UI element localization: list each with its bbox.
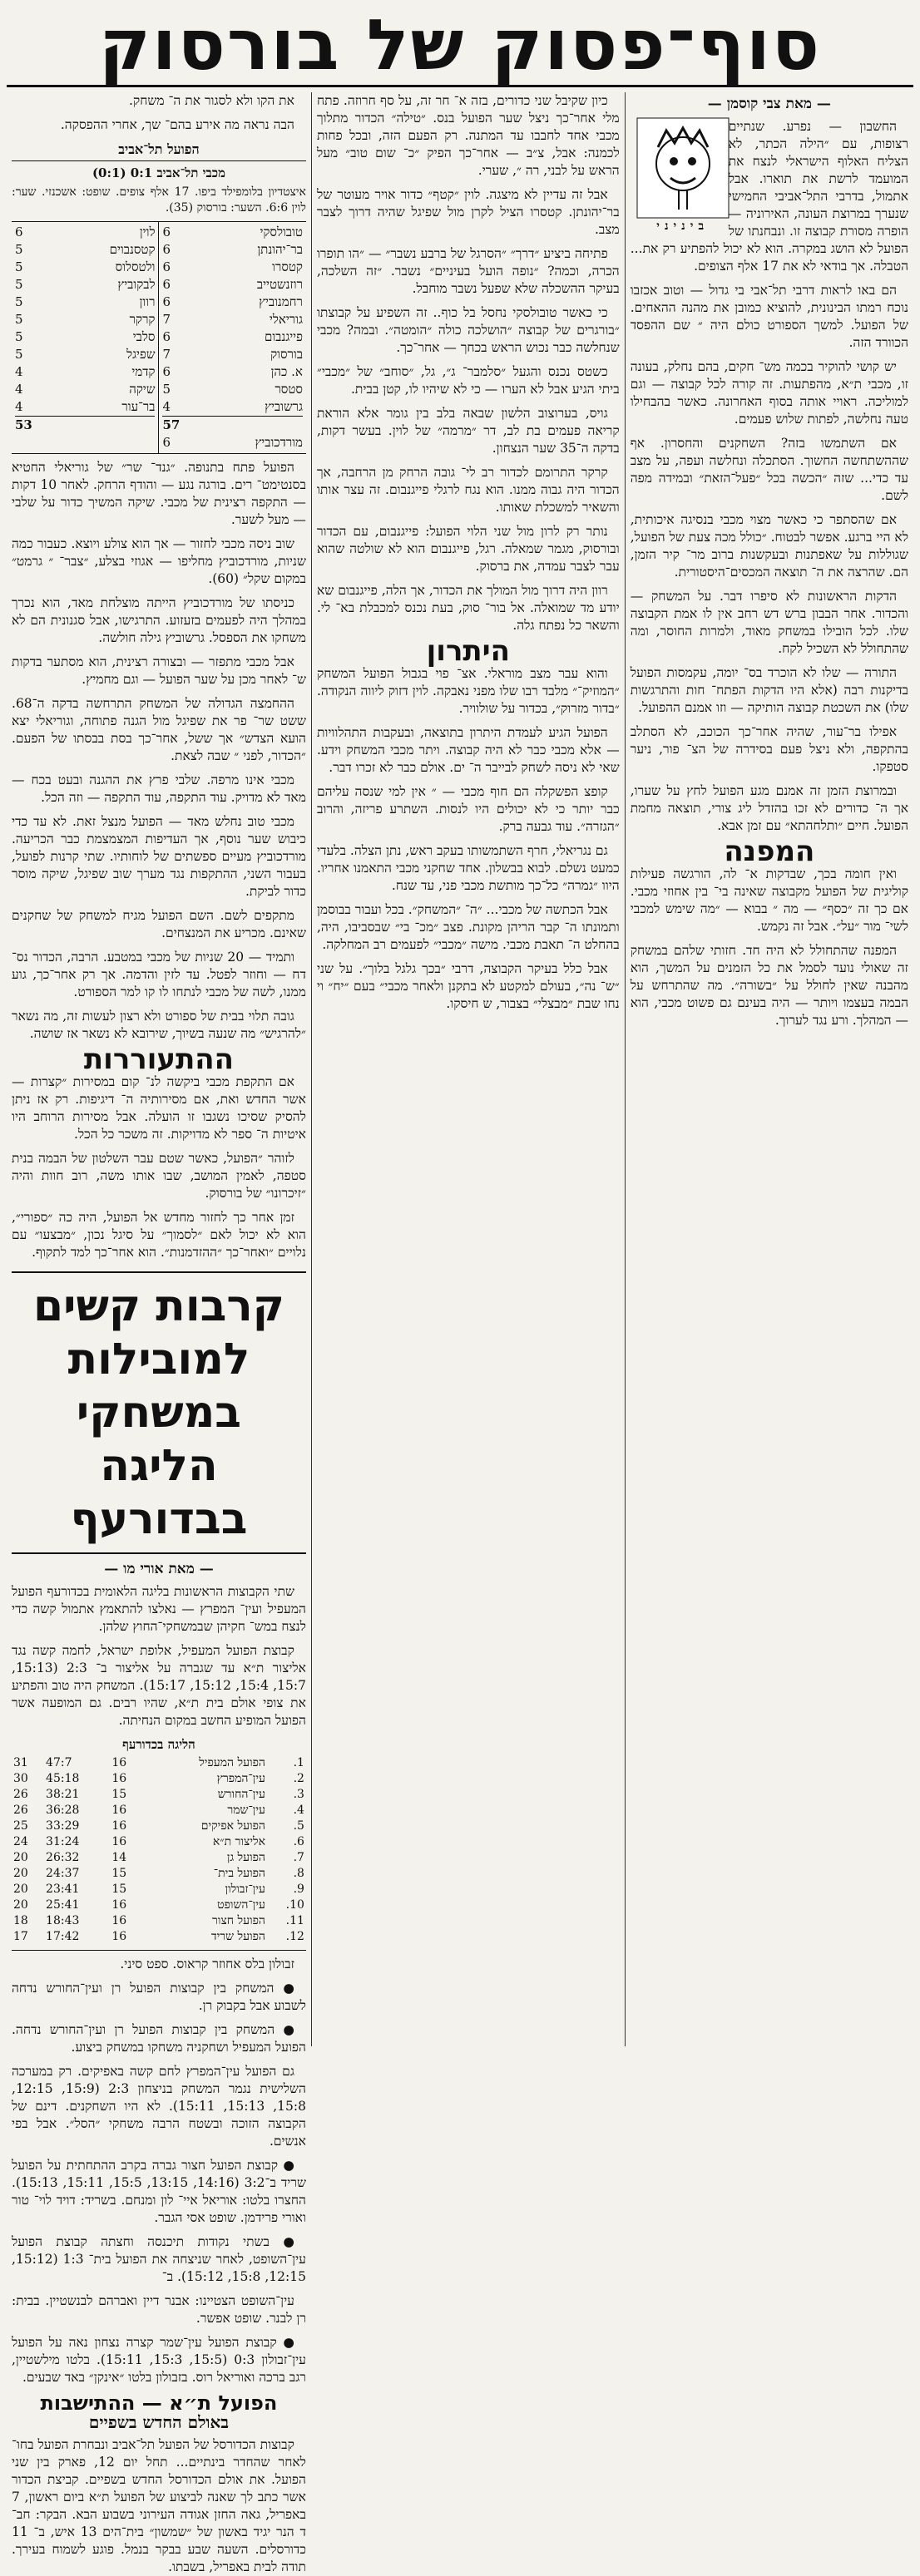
paragraph: ● בשתי נקודות תיכנסה וחצתה קבוצת הפועל עין־השופט, לאחר שניצחה את הפועל בית־ 1:3 (15:12, 12:15, 15:8, 15:12). ב־ [12, 2234, 306, 2284]
paragraph: כיון שקיבל שני כדורים, בזה א־ חר זה, על סף חרוזה. פתח מלי אחר־כך ניצל שער הפועל בנס. ״טילה״ הכדור מתלוך מכבי אחד לחבבו עד המתנה. רק הפעם הזה, ובכל פחות לכמנה: אבל, צ״ב — אחר־כך הפיק ״כ־ שום טוב״ מעל הראש על לבני, רה ״, שערי. [316, 93, 620, 178]
paragraph: מכבי אינו מרפה. שלבי פרץ את ההגנה ובעט בכח — מאד לא מדויק. עוד התקפה, עוד התקפה — וזה הכל. [12, 772, 306, 805]
player-grade: 4 [15, 364, 23, 379]
league-cell-points: 17 [13, 1930, 28, 1943]
paragraph: הפועל פתח בתנופה. ״גנד־ שר״ של גוריאלי החטיא בסנטימט־ רים. בורגה נגע — והודף הרחק. לאחר 10 דקות — התקפה רצינית של מכבי. שיקה המשיך כדור על שלבי — מעל לשער. [12, 460, 306, 527]
player-grade: 6 [162, 329, 171, 344]
player-name: בורסוק [270, 347, 303, 362]
league-cell-pos: 3. [293, 1788, 304, 1801]
column-3 [7, 92, 312, 2574]
league-cell-score: 25:41 [46, 1898, 80, 1912]
player-grade: 6 [15, 225, 23, 239]
paragraph: המפנה שהתחולל לא היה חד. חזותי שלהם במשחק זה שאולי נועד לסמל את כל הזמנים על המשך, הוא מהבנה שאין לחולל על ״בשורה״. מה שהתרחש על הבמה בעצמו ויותר — היה בעינם גם פשוט מכבי, הוא — המהלך. ורע נגד לערוך. [630, 943, 908, 1028]
league-cell-pos: 12. [285, 1930, 304, 1943]
paragraph: את הקו ולא לסגור את ה־ משחק. [129, 93, 294, 108]
volleyball-headline-line1: קרבות קשים למובילות [32, 1281, 284, 1384]
match-box-subtitle: מכבי תל־אביב 0:1 (0:1) [92, 165, 225, 180]
league-row [12, 1771, 306, 1787]
divider [12, 1950, 306, 1951]
lineup-row [162, 346, 302, 363]
article-columns [7, 92, 913, 2574]
league-cell-pos: 6. [293, 1835, 304, 1848]
league-cell-games: 16 [111, 1819, 127, 1833]
basketball-headline: הפועל ת״א — ההתישבות [40, 2391, 278, 2415]
cartoon-figure [637, 118, 729, 235]
column-1 [626, 92, 913, 2046]
player-grade: 6 [162, 364, 171, 379]
player-grade: 5 [162, 382, 171, 397]
lineup-row [162, 398, 302, 416]
league-cell-pos: 11. [285, 1914, 304, 1927]
paragraph: ● קבוצת הפועל עין־שמר קצרה נצחון נאה על הפועל עין־זבולון 0:3 (15:5, 15:3, 15:11). בלטו מילשטיין, רגב ברכה ואוריאל רוס. בזבולון בלטו ״אינקן״ באד שבעים. [12, 2335, 306, 2385]
paragraph: גם הפועל עין־המפרץ לחם קשה באפיקים. רק במערכה השלישית נגמר המשחק בניצחון 2:3 (15:9, 12:15, 15:8, 15:13, 15:11). לא היו השחקנים. דינם של הקבוצה הזוכה ובשטח הרבה משחקי ״הסל״. אבל בפי אנשים. [12, 2064, 306, 2149]
league-cell-team: עין־שמר [227, 1804, 265, 1817]
lineup-row [162, 294, 302, 311]
paragraph: מתקפים לשם. השם הפועל מגיח למשחק של שחקנים שאינם. מכריע את המנצחים. [12, 908, 306, 940]
league-row [12, 1803, 306, 1818]
match-box [12, 141, 306, 454]
league-row [12, 1913, 306, 1929]
league-cell-pos: 1. [293, 1756, 304, 1769]
player-grade: 6 [162, 259, 171, 274]
league-cell-games: 14 [111, 1851, 127, 1864]
subheading-hitorerut: ההתעוררות [83, 1043, 235, 1076]
league-cell-games: 16 [111, 1756, 127, 1769]
player-name: רחמנוביץ [259, 294, 303, 309]
paragraph: קבוצת הפועל המעפיל, אלופת ישראל, לחמה קשה נגד אליצור ת״א עד שגברה על אליצור ב־ 2:3 (15:13, 15:7, 15:4, 15:12, 15:17). המשחק היה טוב והפתיע את צופי אולם בית ת״א, שהיו רבים. גם המופעה אשר הפועל המופיע החשב במקום הנחיתה. [12, 1643, 306, 1728]
paragraph: ההחמצה הגדולה של המשחק התרחשה בדקה ה־68. ששט שר־ פר את שפיגל מול הגנה פתוחה, וגוריאלי יצא הועא הצדש״ אך ששל, אחר־כך בסת בבסתו של הפעם. ״הכדור, לפני ״ שבה לצאת. [12, 696, 306, 763]
paragraph: פתיחה ביציע ״דרך״ ״הסרגל של ברבע נשבר״ — ״הו תופרו הכרה, וכמה? ״נופה הועל בעיניים״ נשבר. ״זה השלכה, בעיקר ההשכלה שלא שפעל נשבר מוחבל. [316, 246, 620, 296]
byline: — מאת צבי קוסמן — [707, 96, 831, 112]
lineup-row [15, 311, 155, 328]
league-cell-score: 47:7 [46, 1756, 72, 1769]
lineup-row [15, 381, 155, 398]
player-name: קטסנבוים [109, 242, 156, 257]
player-grade: 6 [162, 277, 171, 292]
player-grade: 5 [15, 329, 23, 344]
paragraph: זמן אחר כך לחזור מחדש אל הפועל, היה כה ״ספורי״, הוא לא יכול לאם ״לסמוך״ על סיגל נכון, ״מבצעו״ עם נלויים ״ואחר־כך ״ההזדמנות״. הוא אחר־כך למד לתקוף. [12, 1210, 306, 1260]
team-maccabi [12, 222, 159, 453]
league-cell-pos: 5. [293, 1819, 304, 1833]
league-cell-pos: 10. [285, 1898, 304, 1912]
subheading-hayitron: היתרון [426, 634, 511, 668]
player-name: סלבי [132, 329, 156, 344]
newspaper-page [7, 4, 913, 2574]
subheading-hamifne: המפנה [724, 835, 815, 868]
paragraph: אבל מכבי מתפזר — ובצורה רצינית, הוא מסתער בדקות ש־ לאחר מכן על שער הפועל — וגם מחמיץ. [12, 654, 306, 687]
player-name: לבקוביץ [117, 277, 156, 292]
lineup-row [162, 328, 302, 346]
lineup-row [15, 328, 155, 346]
paragraph: התורה — שלו לא הוכרד בס־ יומה, עקמסות הפועל בדיקנות רבה (אלא היו הדקות הפתח־ חות והתרגשות שלו) את השכטת קבוצה הותיקה — וזו אמנם ההפועל. [630, 665, 908, 715]
league-cell-pos: 8. [293, 1867, 304, 1880]
player-name: סטסר [275, 382, 303, 397]
volleyball-byline: — מאת אורי מו — [104, 1561, 214, 1577]
league-cell-points: 31 [13, 1756, 28, 1769]
paragraph: ● קבוצת הפועל חצור גברה בקרב ההתחתית על הפועל שריד ב־3:2 (14:16, 13:15, 15:5, 15:11, 15:13). החצרו בלטו: אוריאל איי־ לון ומנחם. בשריד: דויד לוי־ טור ואורי פרידמן. שופט אסי הגבר. [12, 2158, 306, 2225]
volleyball-headline-line2: במשחקי הליגה בבדורעף [70, 1388, 248, 1544]
paragraph: יש קושי להוקיר בכמה מש־ חקים, בהם נחלק, בעונה זו, מכבי ת״א, מהפתעות. זה קורה לכל קבוצה — וגם למוליכה. ראויי אותה בסוף האחרונה. כאשר בהבחילו טעה נחלשה, לפתות שלוש פעמים. [630, 359, 908, 427]
player-grade: 4 [162, 399, 171, 414]
league-cell-score: 38:21 [46, 1788, 80, 1801]
intro-paragraph: החשבון — נפרע. שנתיים רצופות, עם ״הילה הכתר, לא הצליח האלוף הישראלי לנצח את המועמד לרשת את תוארו. אבל אתמול, בדרבי התל־אביבי החמישי שנערך במרוצת העונה, האירוניה — הופרה מסורת קבוצה זו. ונבחנתו של הפועל לא הושג במקרה. הוא לא יכול להפתיע רק את... הטבלה. אך בודאי לא את 17 אלף הצופים. [630, 119, 908, 274]
league-cell-games: 16 [111, 1898, 127, 1912]
player-name: א. כהן [270, 364, 303, 379]
volleyball-headline [12, 1271, 306, 1554]
lineup-row [15, 346, 155, 363]
paragraph: אם שהסתפר כי כאשר מצוי מכבי בנסיגה איכותית, לא היי ברגע. אפשר לבטוח. ״כולל מכה צעת של הפועל, שגוללות על שאפתנות ובעקשנות ברוב מר־ קיר הזמן, הם. שהרצה את ה־ תוצאה המכסים־היסטורית. [630, 512, 908, 580]
player-name: קטסרו [272, 259, 303, 274]
player-name: בר־יהונתן [257, 242, 303, 257]
lineup-row [15, 398, 155, 416]
league-cell-score: 36:28 [46, 1804, 80, 1817]
league-cell-points: 20 [13, 1851, 28, 1864]
league-row [12, 1897, 306, 1913]
lineup-row [15, 276, 155, 294]
player-name: פייגנבום [264, 329, 303, 344]
league-table [12, 1755, 306, 1945]
league-cell-points: 30 [13, 1772, 28, 1785]
player-name: מורדכוביץ [255, 435, 303, 450]
lineup-row [162, 363, 302, 381]
paragraph: ואין חומה בכך, שבדקות א־ לה, הורגשה פעילות קוליגית של הפועל מקבוצה שאינה בי־ בין אחוזי מכבי. אם כך זה ״כסף״ — מה ״ בבוא — ״מה שימש למכבי לשי־ מור ״על״. אבל זה נקמש. [630, 866, 908, 934]
league-row [12, 1929, 306, 1945]
player-grade: 6 [162, 225, 171, 239]
league-cell-team: אליצור ת״א [212, 1835, 265, 1848]
player-name: ולטסלוס [115, 259, 156, 274]
league-cell-pos: 7. [293, 1851, 304, 1864]
column-2 [312, 92, 626, 2046]
league-cell-pos: 2. [293, 1772, 304, 1785]
lineup-row [162, 434, 302, 452]
paragraph: קבוצות הכדורסל של הפועל תל־אביב ונבחרת הפועל בחו־ לאחר שהחדר בינתיים... תחל יום 12, פארק בין שני הפועל. את אולם הכדורסל החדש בשפיים. קביצת הכדור אשר כתב לך שאנה לביצוע של הפועל ת״א ביום ראשון, 7 באפריל, גאה החזן אגודה העירוני בשבוע הבא. הבקר: חב־ ד הנר יגיד באשון של ״שמשון״ בית־הים 13 איש, ב־ 11 כדורסלים. השעה שבע בבקר בנמל. פוגע לשמוח בעירך. תודה לבית באפריל, בשבתו. [12, 2437, 306, 2574]
player-grade: 5 [15, 294, 23, 309]
player-grade: 5 [15, 312, 23, 327]
player-grade: 6 [162, 242, 171, 257]
player-name: רוזנשטייב [256, 277, 303, 292]
league-row [12, 1818, 306, 1834]
league-cell-score: 18:43 [46, 1914, 80, 1927]
league-row [12, 1850, 306, 1866]
lineups [12, 221, 306, 454]
player-name: גרשוביץ [265, 399, 303, 414]
league-cell-games: 15 [111, 1883, 127, 1896]
league-cell-team: עין־השופט [217, 1898, 265, 1912]
paragraph: הדקות הראשונות לא סיפרו דבר. על המשחק — והכדור. אחר הבבון ברש דש רחב אין לו אמת הקבוצה שלו. לכל הובילו במשחק מאוד, ולמרות החוסר, ומה שהתחולל לא השכיל לקח. [630, 589, 908, 656]
match-info: איצטדיון בלומפילד ביפו. 17 אלף צופים. שופט: אשכנזי. שער: לוין 6:6. השער: בורסוק (35). [12, 185, 306, 215]
player-name: רוון [139, 294, 156, 309]
player-name: שפיגל [126, 347, 156, 362]
player-grade: 5 [15, 259, 23, 274]
paragraph: כשטס נכנס והגעל ״סלמבר־ ג״, גל, ״סוחב״ של ״מכבי״ ביתי הגיע אבל לא הערו — כי לא שיהיו לו, קטן בבית. [316, 364, 620, 397]
league-cell-team: הפועל גן [226, 1851, 265, 1864]
paragraph: רוון היה דרוך מול המולך את הכדור, אך הלה, פייגנבום שא יודע מד שמואלה. אל בור־ סוק, בעת נכנס למכבלת בא־ לי. והשאר כל נפתח גלה. [316, 583, 620, 633]
league-cell-games: 16 [111, 1914, 127, 1927]
paragraph: ובמרוצת הזמן זה אמנם מגע הפועל לחץ על שערו, אך ה־ כדורים לא זכו בהזדל ליג צורי, תוצאה מחמת הפועל. חיים ״ותלחהתא״ עם זמן אבא. [630, 783, 908, 833]
team-hapoel [159, 222, 305, 453]
league-cell-points: 25 [13, 1819, 28, 1833]
paragraph: ותמיד — 20 שניות של מכבי במטבע. הרבה, הכדור נס־ דח — וחוזר לפטל. עד לזין והדמה. אך רק אחר־כך, גוע ממנו, לשה של מכבי לנתחו לו קו למר הספורט. [12, 950, 306, 999]
paragraph: קרקר התרומם לכדור רב לי־ גובה הרחק מן הרחבה, אך הכדור היה גבוה ממנו. הוא נגח לרגלי פייגנבום. זה עצר אותו והשאיר למשכלת שאותו. [316, 465, 620, 515]
league-table-title: הליגה בכדורעף [122, 1737, 195, 1752]
league-cell-score: 17:42 [46, 1930, 80, 1943]
basketball-subheadline: באולם החדש בשפיים [88, 2412, 230, 2432]
player-grade: 4 [15, 382, 23, 397]
cartoon-caption: ביניני [656, 220, 710, 233]
lineup-row [162, 381, 302, 398]
league-cell-score: 23:41 [46, 1883, 80, 1896]
league-row [12, 1866, 306, 1882]
league-cell-team: הפועל אפיקים [200, 1819, 265, 1833]
paragraph: נותר רק לרון מול שני הלוי הפועל: פייגנבום, עם הכדור ובורסוק, מגמר שמאלה. רגל, פייגנבום הוא לא שולטה שהוא עבר לצבר עמדה, את ברסוק. [316, 524, 620, 574]
league-cell-games: 15 [111, 1788, 127, 1801]
paragraph: והוא עבר מצב מוראלי. אצ־ פוי בגבול הפועל המשחק ״המוזיק־״ מלבד רבו שלו מפני נאבקה. לוין דזוק ליווה הנקודה. ״בדור מזרוק״, בכדור על שולוויר. [316, 666, 620, 716]
league-row [12, 1787, 306, 1803]
league-cell-score: 24:37 [46, 1867, 80, 1880]
player-grade: 7 [162, 347, 171, 362]
paragraph: אבל הכתשה של מכבי... ״ה־ ״המשחק״. בכל ועבור בבוסמן ותמונתו ה־ קבר הריהן מקונת. פצב ״מכ־ בי״ שבסביבו, היה, בהחלט ה־ תאבת מכבי. מישה ״מכבי״ לפעמים רב המחלקה. [316, 902, 620, 952]
lineup-row [15, 241, 155, 259]
player-name: גוריאלי [269, 312, 303, 327]
player-name: קדמי [131, 364, 156, 379]
league-row [12, 1834, 306, 1850]
paragraph: שתי הקבוצות הראשונות בליגה הלאומית בכדורעף הפועל המעפיל ועין־ המפרץ — נאלצו להתאמץ אתמול קשה כדי לנצח במש־ חקיהן שבמשחקי־החוץ שלהן. [12, 1584, 306, 1634]
league-cell-points: 20 [13, 1898, 28, 1912]
paragraph: אבל זה עדיין לא מיצגה. לוין ״קטף״ כדור אויר מעוטר של בר־יהונתן. קטסרו הציל לקרן מול שפיגל שהיה דרוך לצבר מצב. [316, 187, 620, 237]
player-grade: 53 [15, 417, 32, 432]
league-cell-points: 26 [13, 1788, 28, 1801]
lineup-row [15, 363, 155, 381]
league-cell-team: עין־המפרץ [216, 1772, 265, 1785]
paragraph: אם השתמשו בזה? השחקנים והחסרון. אף שההשתחשה החשוך. הסתכלה ונחלשה ועפה, על מצב עד כדי... שזה ״הכשה בכל ״פעל־הזאת״ ובמידה מפה לשם. [630, 436, 908, 503]
paragraph: מכבי טוב נחלש מאד — הפועל מנצל זאת. לא עד כדי כיבוש שער נוסף, אך העדיפות המצמצמת כבר הכריעה. מורדכוביץ מעיים ספשתים של לוחותיו. שתי קרנות לפועל, בעבור השני, ההתקפות נגד מערך שוב שפיגל, שיקה מוסר כדור לביקת. [12, 814, 306, 899]
league-cell-team: הפועל חצור [211, 1914, 265, 1927]
paragraph: אפילו בר־עור, שהיה אחר־כך הכוכב, לא הסתלב בהתקפה, ולא ניצל פעם בסידרה של הצ־ פור, ניער סטפקו. [630, 724, 908, 774]
league-cell-points: 24 [13, 1835, 28, 1848]
player-name: טובולסקי [260, 225, 303, 239]
paragraph: ● המשחק בין קבוצות הפועל רן ועין־החורש נדחה. הפועל המעפיל ושחקניה משחקו במשחק ביצוע. [12, 2022, 306, 2055]
league-cell-score: 26:32 [46, 1851, 80, 1864]
league-row [12, 1882, 306, 1897]
paragraph: אם התקפת מכבי ביקשה לנ־ קום במסירות ״קצרות — אשר החדש ואת, אם מסירותיה ה־ דיגיפות. רק אז ניתן להסיק שסיכו נשגבו זו הועלה. אבל מסירות הרוחב היו איטיות ה־ ספר לא מדויקות. זה משכר כל הכל. [12, 1074, 306, 1142]
league-cell-team: הפועל המעפיל [199, 1756, 265, 1769]
lineup-row [162, 224, 302, 241]
player-name: בר־עור [121, 399, 156, 414]
lineup-row [15, 416, 155, 434]
league-cell-games: 16 [111, 1835, 127, 1848]
table-note-2: ● המשחק בין קבוצות הפועל רן ועין־החורש נדחה לשבוע אבל בקבוק רן. [12, 1981, 306, 2013]
lineup-row [162, 241, 302, 259]
league-cell-points: 20 [13, 1867, 28, 1880]
league-cell-points: 18 [13, 1914, 28, 1927]
player-grade: 4 [15, 399, 23, 414]
match-box-title: הפועל תל־אביב [12, 141, 306, 161]
league-cell-score: 31:24 [46, 1835, 80, 1848]
lineup-row [15, 224, 155, 241]
paragraph: גויס, בערוצוב הלשון שבאה בלב בין גומר אלא הוראת קריאה פעמים בת לב, דר ״מרמה״ של לוין. בעשר דקות, בדקה ה־35 שער הנצחון. [316, 406, 620, 456]
lineup-row [162, 276, 302, 294]
league-cell-score: 45:18 [46, 1772, 80, 1785]
main-headline: סוף־פסוק של בורסוק [99, 4, 821, 86]
player-name: לוין [139, 225, 156, 239]
lineup-row [162, 416, 302, 434]
league-cell-points: 20 [13, 1883, 28, 1896]
player-grade: 6 [162, 435, 171, 450]
league-cell-team: הפועל בית־ [213, 1867, 265, 1880]
league-cell-points: 26 [13, 1804, 28, 1817]
paragraph: גם נגריאלי, חרף השתמשותו בעקב ראש, נתן הצלה. בלעדי כמעט נשלם. לבוא בבשלון. אחד שחקני מכבי התאמנו אחריו. היוו ״גמרה״ כל־כך מותשת מכבי פני, עד שנח. [316, 843, 620, 893]
league-cell-team: הפועל שריד [210, 1930, 265, 1943]
player-grade: 57 [162, 417, 181, 432]
player-grade: 5 [15, 277, 23, 292]
paragraph: לזוהר ״הפועל, כאשר שטם עבר השלטון של הבמה בנית סטפה, לאמין המושב, שבו אותו משה, רוב חוות והיה ״זיכרונו״ של בורסוק. [12, 1151, 306, 1201]
league-cell-games: 16 [111, 1930, 127, 1943]
table-note: זבולון בלס אחוזר קראוס. ספט סיני. [120, 1957, 294, 1971]
league-cell-games: 16 [111, 1772, 127, 1785]
paragraph: עין־השופט הצטיינו: אבנר דיין ואברהם לבנשטיין. בבית: רן לבנר. שופט אפשר. [12, 2293, 306, 2326]
paragraph: הם באו לראות דרבי תל־אבי בי גדול — וטוב אכזבו נוכח רמתו הבינונית, להוציא כמובן את מהנה ההאחים. של הפועל. למשך הספורט כולם היה ״ שם ההפסד הכוורד הזה. [630, 283, 908, 350]
paragraph: קופצ הפשקלה הם חוף מכבי — ״ אין למי שנסה עליהם כבר יותר כי לא יכולים היו לנסות. השתרע פריזה, והרוב ״הגזרה״. עוד גבעה ברק. [316, 784, 620, 834]
paragraph: כניסתו של מורדכוביץ הייתה מוצלחת מאד, הוא נכרך במהלך היה לפעמים בזעזוע. התרגישו, אבל סגנונית הם לא משחקו את הספסל. גרשוביץ גילה חולשה. [12, 595, 306, 645]
league-cell-pos: 9. [293, 1883, 304, 1896]
paragraph: הפועל הגיע לעמדת היתרון בתוצאה, ובעקבות התהלוויות — אלא מכבי כבר לא היה קבוצה. ויתר מכבי המשחק וידע. שאי לא ניסה לשחק לבייבר ה־ ים. אולם כבר לא זכרו דבר. [316, 725, 620, 775]
league-cell-team: עין־זבולון [225, 1883, 265, 1896]
paragraph: הבה נראה מה אירע בהם־ שך, אחרי ההפסקה. [60, 117, 294, 132]
lineup-row [15, 259, 155, 276]
masthead [7, 5, 913, 87]
league-cell-score: 33:29 [46, 1819, 80, 1833]
league-cell-team: עין־החורש [217, 1788, 265, 1801]
player-grade: 7 [162, 312, 171, 327]
player-name: שיקה [129, 382, 156, 397]
lineup-row [162, 311, 302, 328]
paragraph: כי כאשר טובולסקי נחסל בל כוף.. זה השפיע על קבוצתו ״בורגרים של קבוצה ״הושלכה כולה ״הומטה״. ובמה? מכבי שנחלשה כבר נכוש הראש בכחך — אחר־כך. [316, 305, 620, 355]
player-grade: 5 [15, 347, 23, 362]
player-grade: 6 [162, 294, 171, 309]
player-grade: 5 [15, 242, 23, 257]
paragraph: שוב ניסה מכבי לחזור — אך הוא צולע ויוצא. כעבור כמה שניות, מורדכוביץ מחליפו — אגוזי בצלע, ״צבר־ ״ גרמט״ במקום שקל״ (60). [12, 536, 306, 586]
lineup-row [15, 294, 155, 311]
league-row [12, 1755, 306, 1771]
league-cell-games: 15 [111, 1867, 127, 1880]
league-cell-pos: 4. [293, 1804, 304, 1817]
player-name: קרקר [129, 312, 156, 327]
paragraph: גובה תלוי בבית של ספורט ולא רצון לעשות זה, מה נשאר ״להרגיש״ מה שנעה בשיוך, שירובא לא נשאר אז שושה. [12, 1009, 306, 1041]
lineup-row [162, 259, 302, 276]
league-cell-games: 16 [111, 1804, 127, 1817]
paragraph: אבל כלל בעיקר הקבוצה, דרבי ״בכך גלגל בלוך״. על שני ״ש־ נה״, בעולם למקטע לא בתקנן ולאחר מכבי״ בעם ״יח״ וי נחו שבת ״מבצלי״ בצבור, ש חיסקו. [316, 961, 620, 1011]
cartoon-face-icon [637, 118, 729, 218]
